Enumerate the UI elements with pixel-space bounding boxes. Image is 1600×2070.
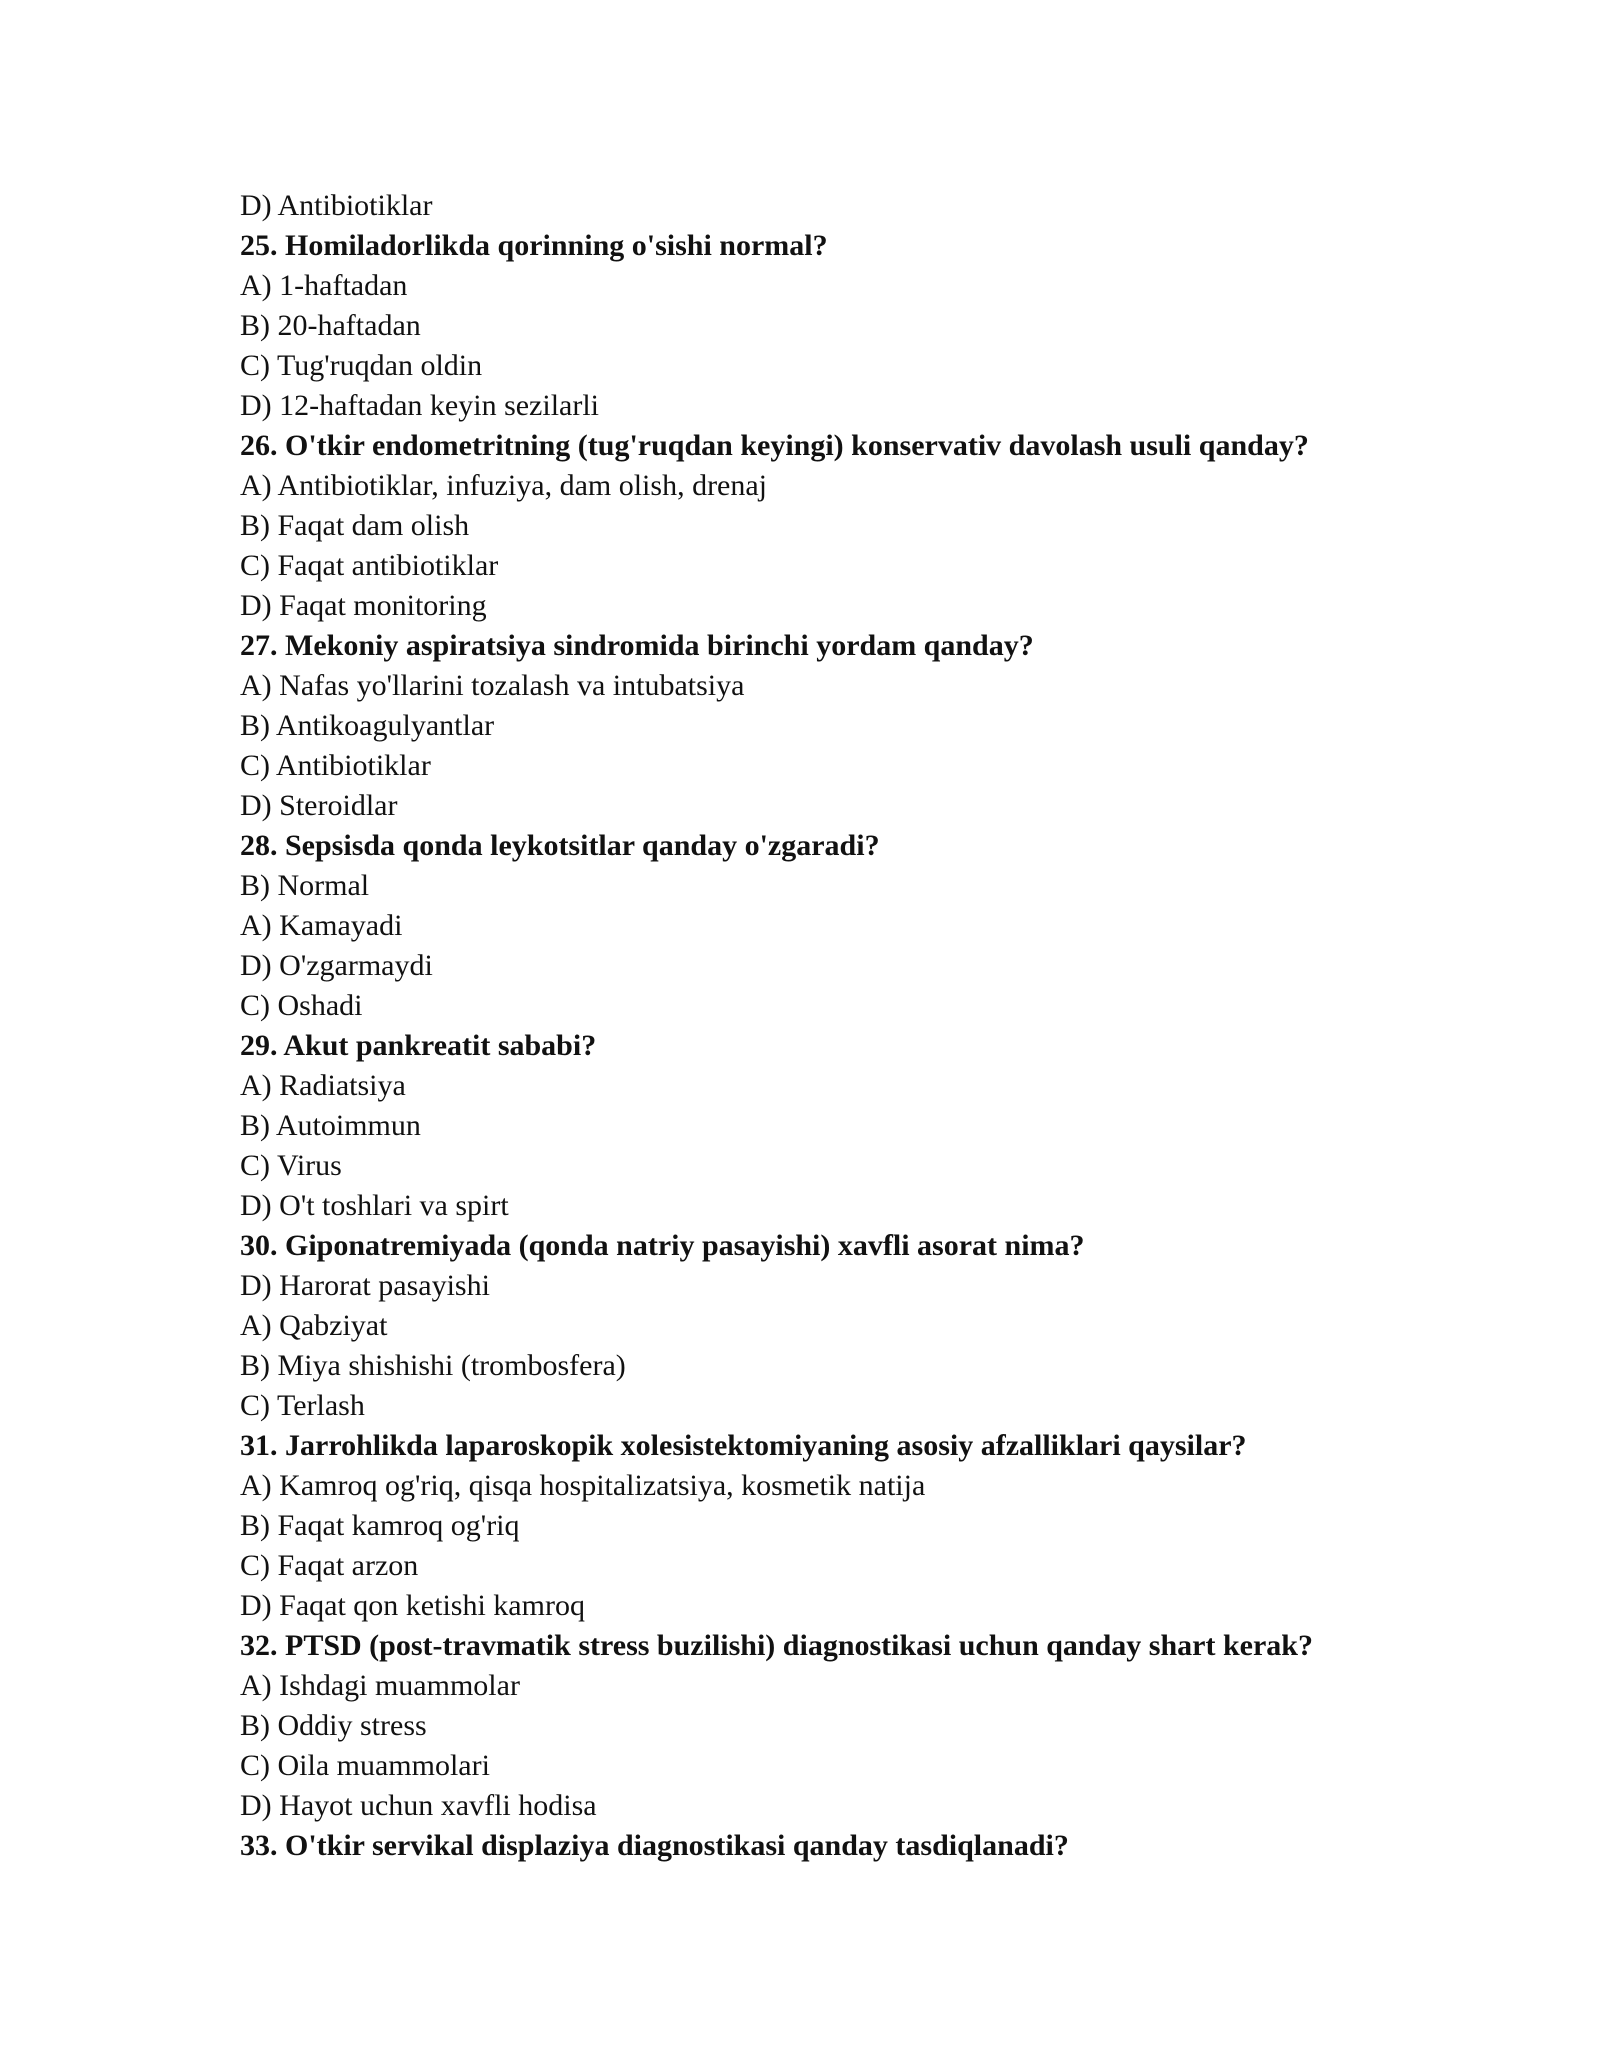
answer-option: C) Virus	[240, 1149, 342, 1182]
answer-option: A) Qabziyat	[240, 1309, 388, 1342]
question-text: 31. Jarrohlikda laparoskopik xolesistektomiyaning asosiy afzalliklari qaysilar?	[240, 1429, 1247, 1462]
answer-option: B) Autoimmun	[240, 1109, 421, 1142]
answer-option: A) Radiatsiya	[240, 1069, 406, 1102]
answer-option: B) Normal	[240, 869, 370, 902]
answer-option: C) Oshadi	[240, 989, 363, 1022]
answer-option: B) Antikoagulyantlar	[240, 709, 495, 742]
answer-option: C) Terlash	[240, 1389, 365, 1422]
answer-option: B) Faqat dam olish	[240, 509, 470, 542]
answer-option: C) Oila muammolari	[240, 1749, 490, 1782]
question-text: 29. Akut pankreatit sababi?	[240, 1029, 597, 1062]
answer-option: B) Faqat kamroq og'riq	[240, 1509, 520, 1542]
answer-option: D) 12-haftadan keyin sezilarli	[240, 389, 600, 422]
answer-option: D) Steroidlar	[240, 789, 398, 822]
answer-option: A) Kamroq og'riq, qisqa hospitalizatsiya, kosmetik natija	[240, 1469, 926, 1502]
answer-option: C) Faqat arzon	[240, 1549, 419, 1582]
answer-option: D) Hayot uchun xavfli hodisa	[240, 1789, 597, 1822]
question-text: 30. Giponatremiyada (qonda natriy pasayishi) xavfli asorat nima?	[240, 1229, 1085, 1262]
answer-option: D) Harorat pasayishi	[240, 1269, 490, 1302]
question-text: 32. PTSD (post-travmatik stress buzilishi) diagnostikasi uchun qanday shart kerak?	[240, 1629, 1313, 1662]
answer-option: B) Miya shishishi (trombosfera)	[240, 1349, 626, 1382]
answer-option: C) Antibiotiklar	[240, 749, 431, 782]
question-text: 27. Mekoniy aspiratsiya sindromida birinchi yordam qanday?	[240, 629, 1034, 662]
question-text: 26. O'tkir endometritning (tug'ruqdan keyingi) konservativ davolash usuli qanday?	[240, 429, 1309, 462]
answer-option: D) Faqat monitoring	[240, 589, 487, 622]
answer-option: A) Kamayadi	[240, 909, 403, 942]
question-text: 25. Homiladorlikda qorinning o'sishi normal?	[240, 229, 828, 262]
answer-option: D) O'zgarmaydi	[240, 949, 433, 982]
answer-option: C) Tug'ruqdan oldin	[240, 349, 483, 382]
answer-option: D) O't toshlari va spirt	[240, 1189, 509, 1222]
question-text: 33. O'tkir servikal displaziya diagnostikasi qanday tasdiqlanadi?	[240, 1829, 1069, 1862]
question-text: 28. Sepsisda qonda leykotsitlar qanday o'zgaradi?	[240, 829, 880, 862]
answer-option: B) 20-haftadan	[240, 309, 421, 342]
answer-option: D) Antibiotiklar	[240, 189, 433, 222]
answer-option: A) Antibiotiklar, infuziya, dam olish, drenaj	[240, 469, 768, 502]
document-page	[240, 186, 1440, 1866]
answer-option: A) Nafas yo'llarini tozalash va intubatsiya	[240, 669, 745, 702]
answer-option: A) 1-haftadan	[240, 269, 408, 302]
answer-option: C) Faqat antibiotiklar	[240, 549, 499, 582]
answer-option: B) Oddiy stress	[240, 1709, 427, 1742]
answer-option: D) Faqat qon ketishi kamroq	[240, 1589, 585, 1622]
answer-option: A) Ishdagi muammolar	[240, 1669, 520, 1702]
